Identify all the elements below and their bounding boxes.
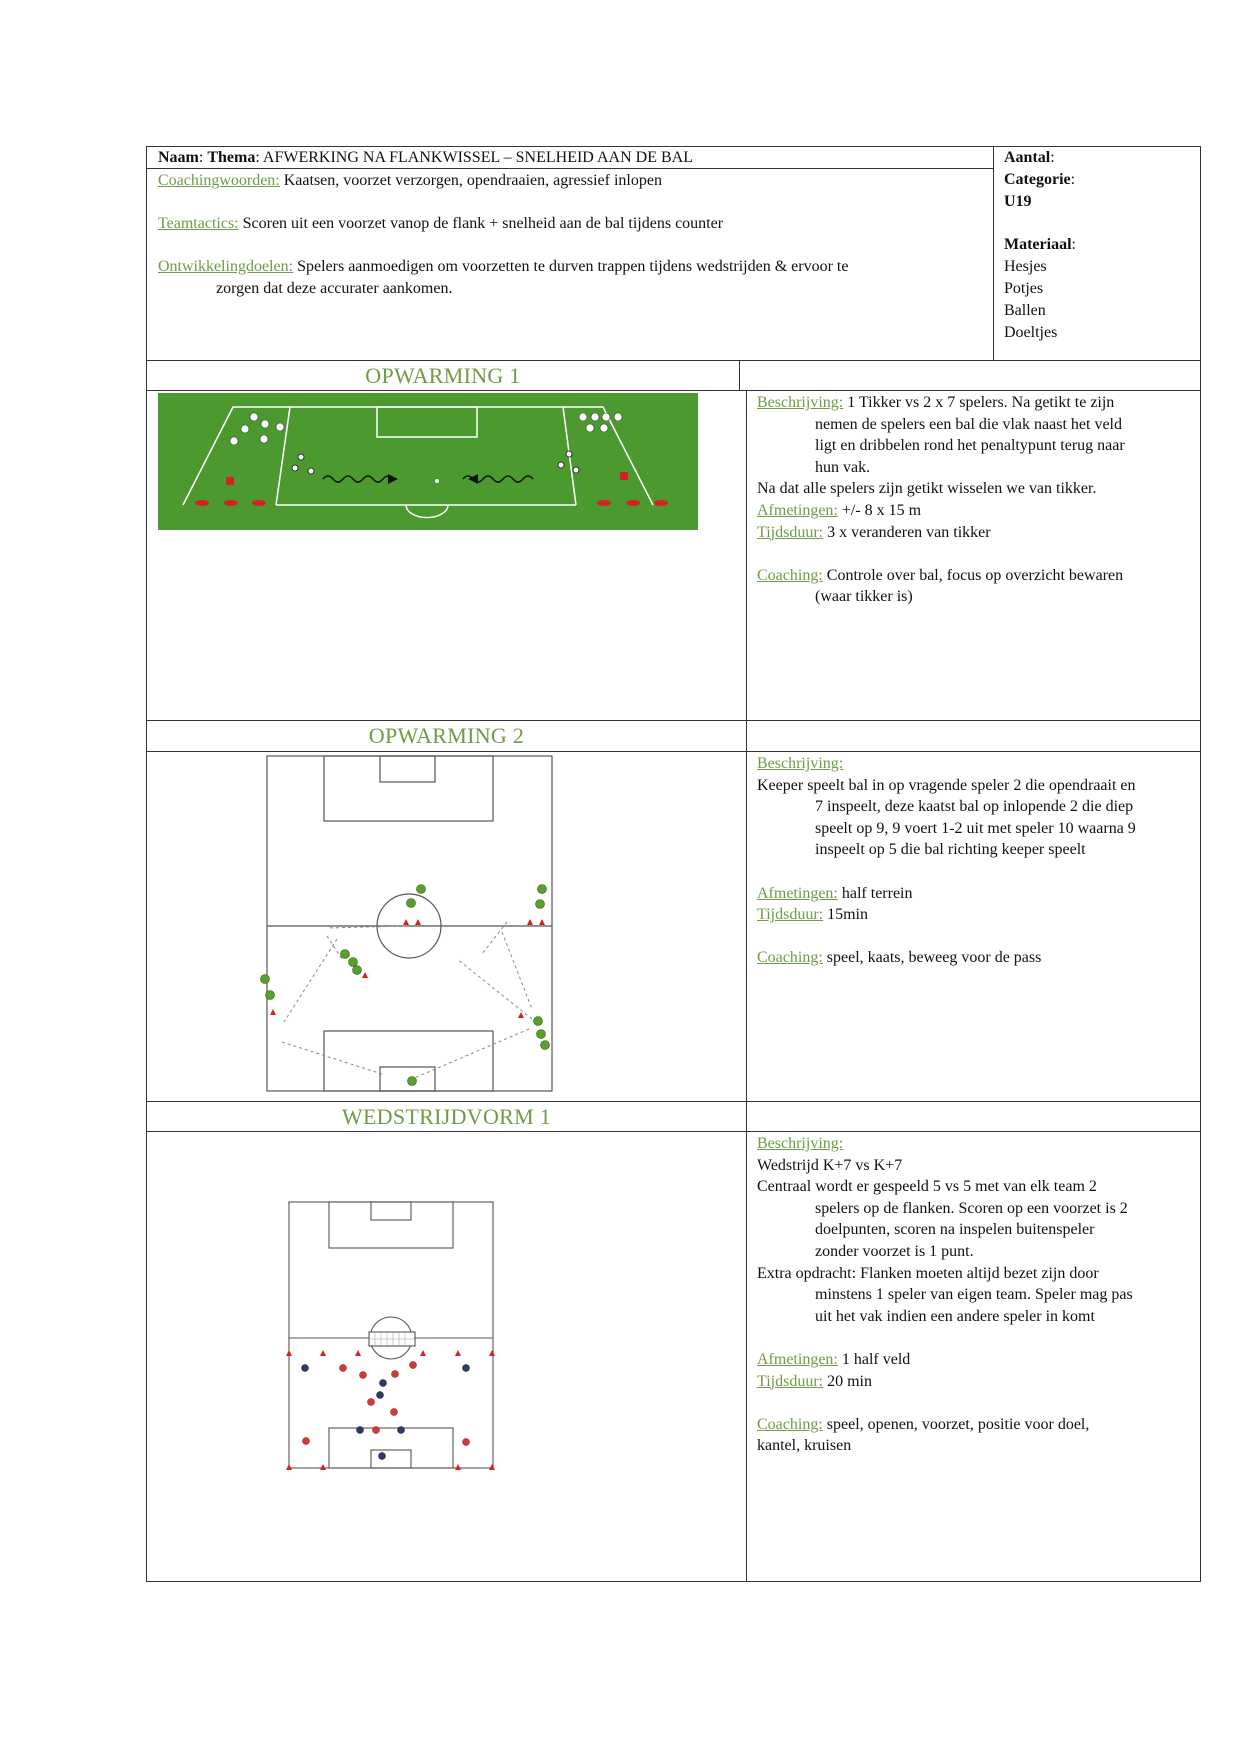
cones (270, 919, 545, 1018)
border-header-bottom (146, 360, 1201, 361)
opwarming-2-diagram (257, 754, 627, 1094)
afmetingen-value: +/- 8 x 15 m (841, 502, 922, 519)
tijdsduur-label: Tijdsduur: (757, 1372, 824, 1390)
beschrijving-label: Beschrijving: (757, 394, 844, 411)
beschrijving-line: Keeper speelt bal in op vragende speler 2 die opendraait en (757, 776, 1136, 794)
beschrijving-line: spelers op de flanken. Scoren op een voorzet is 2 (815, 1199, 1128, 1217)
categorie-label: Categorie (1004, 171, 1071, 188)
beschrijving-label: Beschrijving: (757, 755, 844, 772)
beschrijving-line: inspeelt op 5 die bal richting keeper speelt (815, 841, 1086, 859)
section-title-opwarming-2: OPWARMING 2 (368, 723, 525, 748)
naam-label: Naam (158, 149, 199, 166)
border-sec2-title (146, 751, 1201, 752)
beschrijving-line: ligt en dribbelen rond het penaltypunt terug naar (815, 437, 1125, 455)
border-sec2-title-split (746, 720, 747, 751)
coaching-value: speel, openen, voorzet, positie voor doel, (826, 1415, 1090, 1433)
coaching-label: Coaching: (757, 1415, 823, 1433)
tijdsduur-label: Tijdsduur: (757, 906, 824, 924)
materiaal-item: Ballen (1004, 302, 1046, 319)
players-red (303, 1362, 470, 1446)
coaching-value: Controle over bal, focus op overzicht bewaren (826, 566, 1124, 584)
pass-arrows (282, 922, 532, 1079)
players-navy (302, 1365, 470, 1460)
teamtactics-label: Teamtactics: (158, 215, 239, 232)
beschrijving-line: 7 inspeelt, deze kaatst bal op inlopende 2 die diep (815, 798, 1134, 816)
beschrijving-line: speelt op 9, 9 voert 1-2 uit met speler 10 waarna 9 (815, 819, 1136, 837)
border-sec2-top (146, 720, 1201, 721)
border-left (146, 146, 147, 1582)
section-title-opwarming-1: OPWARMING 1 (365, 363, 521, 388)
categorie: Categorie: (1004, 171, 1076, 188)
border-sec3-top (146, 1101, 1201, 1102)
materiaal-label: Materiaal (1004, 236, 1072, 253)
coachingwoorden-line (158, 170, 988, 192)
afmetingen-label: Afmetingen: (757, 884, 838, 902)
border-header-divider (993, 146, 994, 360)
border-content-split (746, 390, 747, 1582)
materiaal: Materiaal: (1004, 236, 1076, 253)
section-title-wedstrijdvorm-1: WEDSTRIJDVORM 1 (341, 1104, 552, 1129)
coaching-label: Coaching: (757, 566, 823, 584)
coaching-value-2: kantel, kruisen (757, 1437, 852, 1455)
wedstrijdvorm-1-diagram (283, 1200, 503, 1472)
afmetingen-value: 1 half veld (841, 1351, 911, 1368)
border-right (1200, 146, 1201, 1582)
beschrijving-line: Centraal wordt er gespeeld 5 vs 5 met van elk team 2 (757, 1178, 1097, 1196)
beschrijving-label: Beschrijving: (757, 1135, 844, 1152)
teamtactics-line (158, 213, 988, 235)
border-sec3-title (146, 1131, 1201, 1132)
beschrijving-line: minstens 1 speler van eigen team. Speler mag pas (815, 1286, 1133, 1304)
materiaal-item: Potjes (1004, 280, 1044, 297)
coaching-label: Coaching: (757, 949, 823, 967)
center-dot (435, 479, 439, 483)
border-sec1-title (146, 390, 1201, 391)
afmetingen-label: Afmetingen: (757, 1351, 838, 1368)
beschrijving-line: doelpunten, scoren na inspelen buitenspeler (815, 1221, 1095, 1239)
coachingwoorden-label: Coachingwoorden: (158, 172, 280, 189)
coaching-value-2: (waar tikker is) (815, 588, 913, 606)
coaching-value: speel, kaats, beweeg voor de pass (826, 949, 1042, 967)
teamtactics-value: Scoren uit een voorzet vanop de flank + snelheid aan de bal tijdens counter (242, 215, 724, 232)
tijdsduur-value: 15min (827, 906, 868, 924)
materiaal-item: Hesjes (1004, 258, 1047, 275)
beschrijving-line: Extra opdracht: Flanken moeten altijd bezet zijn door (757, 1264, 1099, 1282)
beschrijving-line: hun vak. (815, 458, 871, 476)
tijdsduur-value: 3 x veranderen van tikker (827, 523, 991, 541)
materiaal-item: Doeltjes (1004, 324, 1058, 341)
ontwikkelingsdoelen-line (158, 256, 988, 278)
ontwikkelingsdoelen-label: Ontwikkelingdoelen: (158, 258, 294, 275)
beschrijving-line: uit het vak indien een andere speler in komt (815, 1307, 1095, 1325)
border-bottom (146, 1581, 1201, 1582)
beschrijving-line: zonder voorzet is 1 punt. (815, 1243, 974, 1260)
ontwikkelingsdoelen-line2: zorgen dat deze accurater aankomen. (216, 280, 453, 297)
tijdsduur-label: Tijdsduur: (757, 523, 824, 541)
afmetingen-label: Afmetingen: (757, 502, 838, 519)
border-sec1-title-split (739, 360, 740, 390)
coachingwoorden-value: Kaatsen, voorzet verzorgen, opendraaien, agressief inlopen (283, 172, 662, 189)
pitch-lines (267, 756, 552, 1091)
tijdsduur-value: 20 min (827, 1372, 872, 1390)
opwarming-1-diagram (158, 393, 698, 530)
afmetingen-value: half terrein (841, 884, 913, 902)
categorie-value: U19 (1004, 193, 1032, 210)
beschrijving-line: Wedstrijd K+7 vs K+7 (757, 1156, 903, 1174)
beschrijving-line: Na dat alle spelers zijn getikt wisselen we van tikker. (757, 480, 1097, 498)
aantal-label: Aantal (1004, 149, 1051, 166)
theme-line: Naam: Thema: AFWERKING NA FLANKWISSEL – SNELHEID AAN DE BAL (158, 149, 693, 166)
beschrijving-line: nemen de spelers een bal die vlak naast het veld (815, 415, 1122, 433)
beschrijving-line: 1 Tikker vs 2 x 7 spelers. Na getikt te zijn (847, 394, 1115, 411)
aantal: Aantal: (1004, 149, 1055, 166)
thema-value: AFWERKING NA FLANKWISSEL – SNELHEID AAN DE BAL (262, 149, 693, 166)
thema-label: Thema (207, 149, 256, 166)
ontwikkelingsdoelen-value: Spelers aanmoedigen om voorzetten te durven trappen tijdens wedstrijden & ervoor te (297, 258, 849, 275)
players-green (261, 885, 550, 1086)
